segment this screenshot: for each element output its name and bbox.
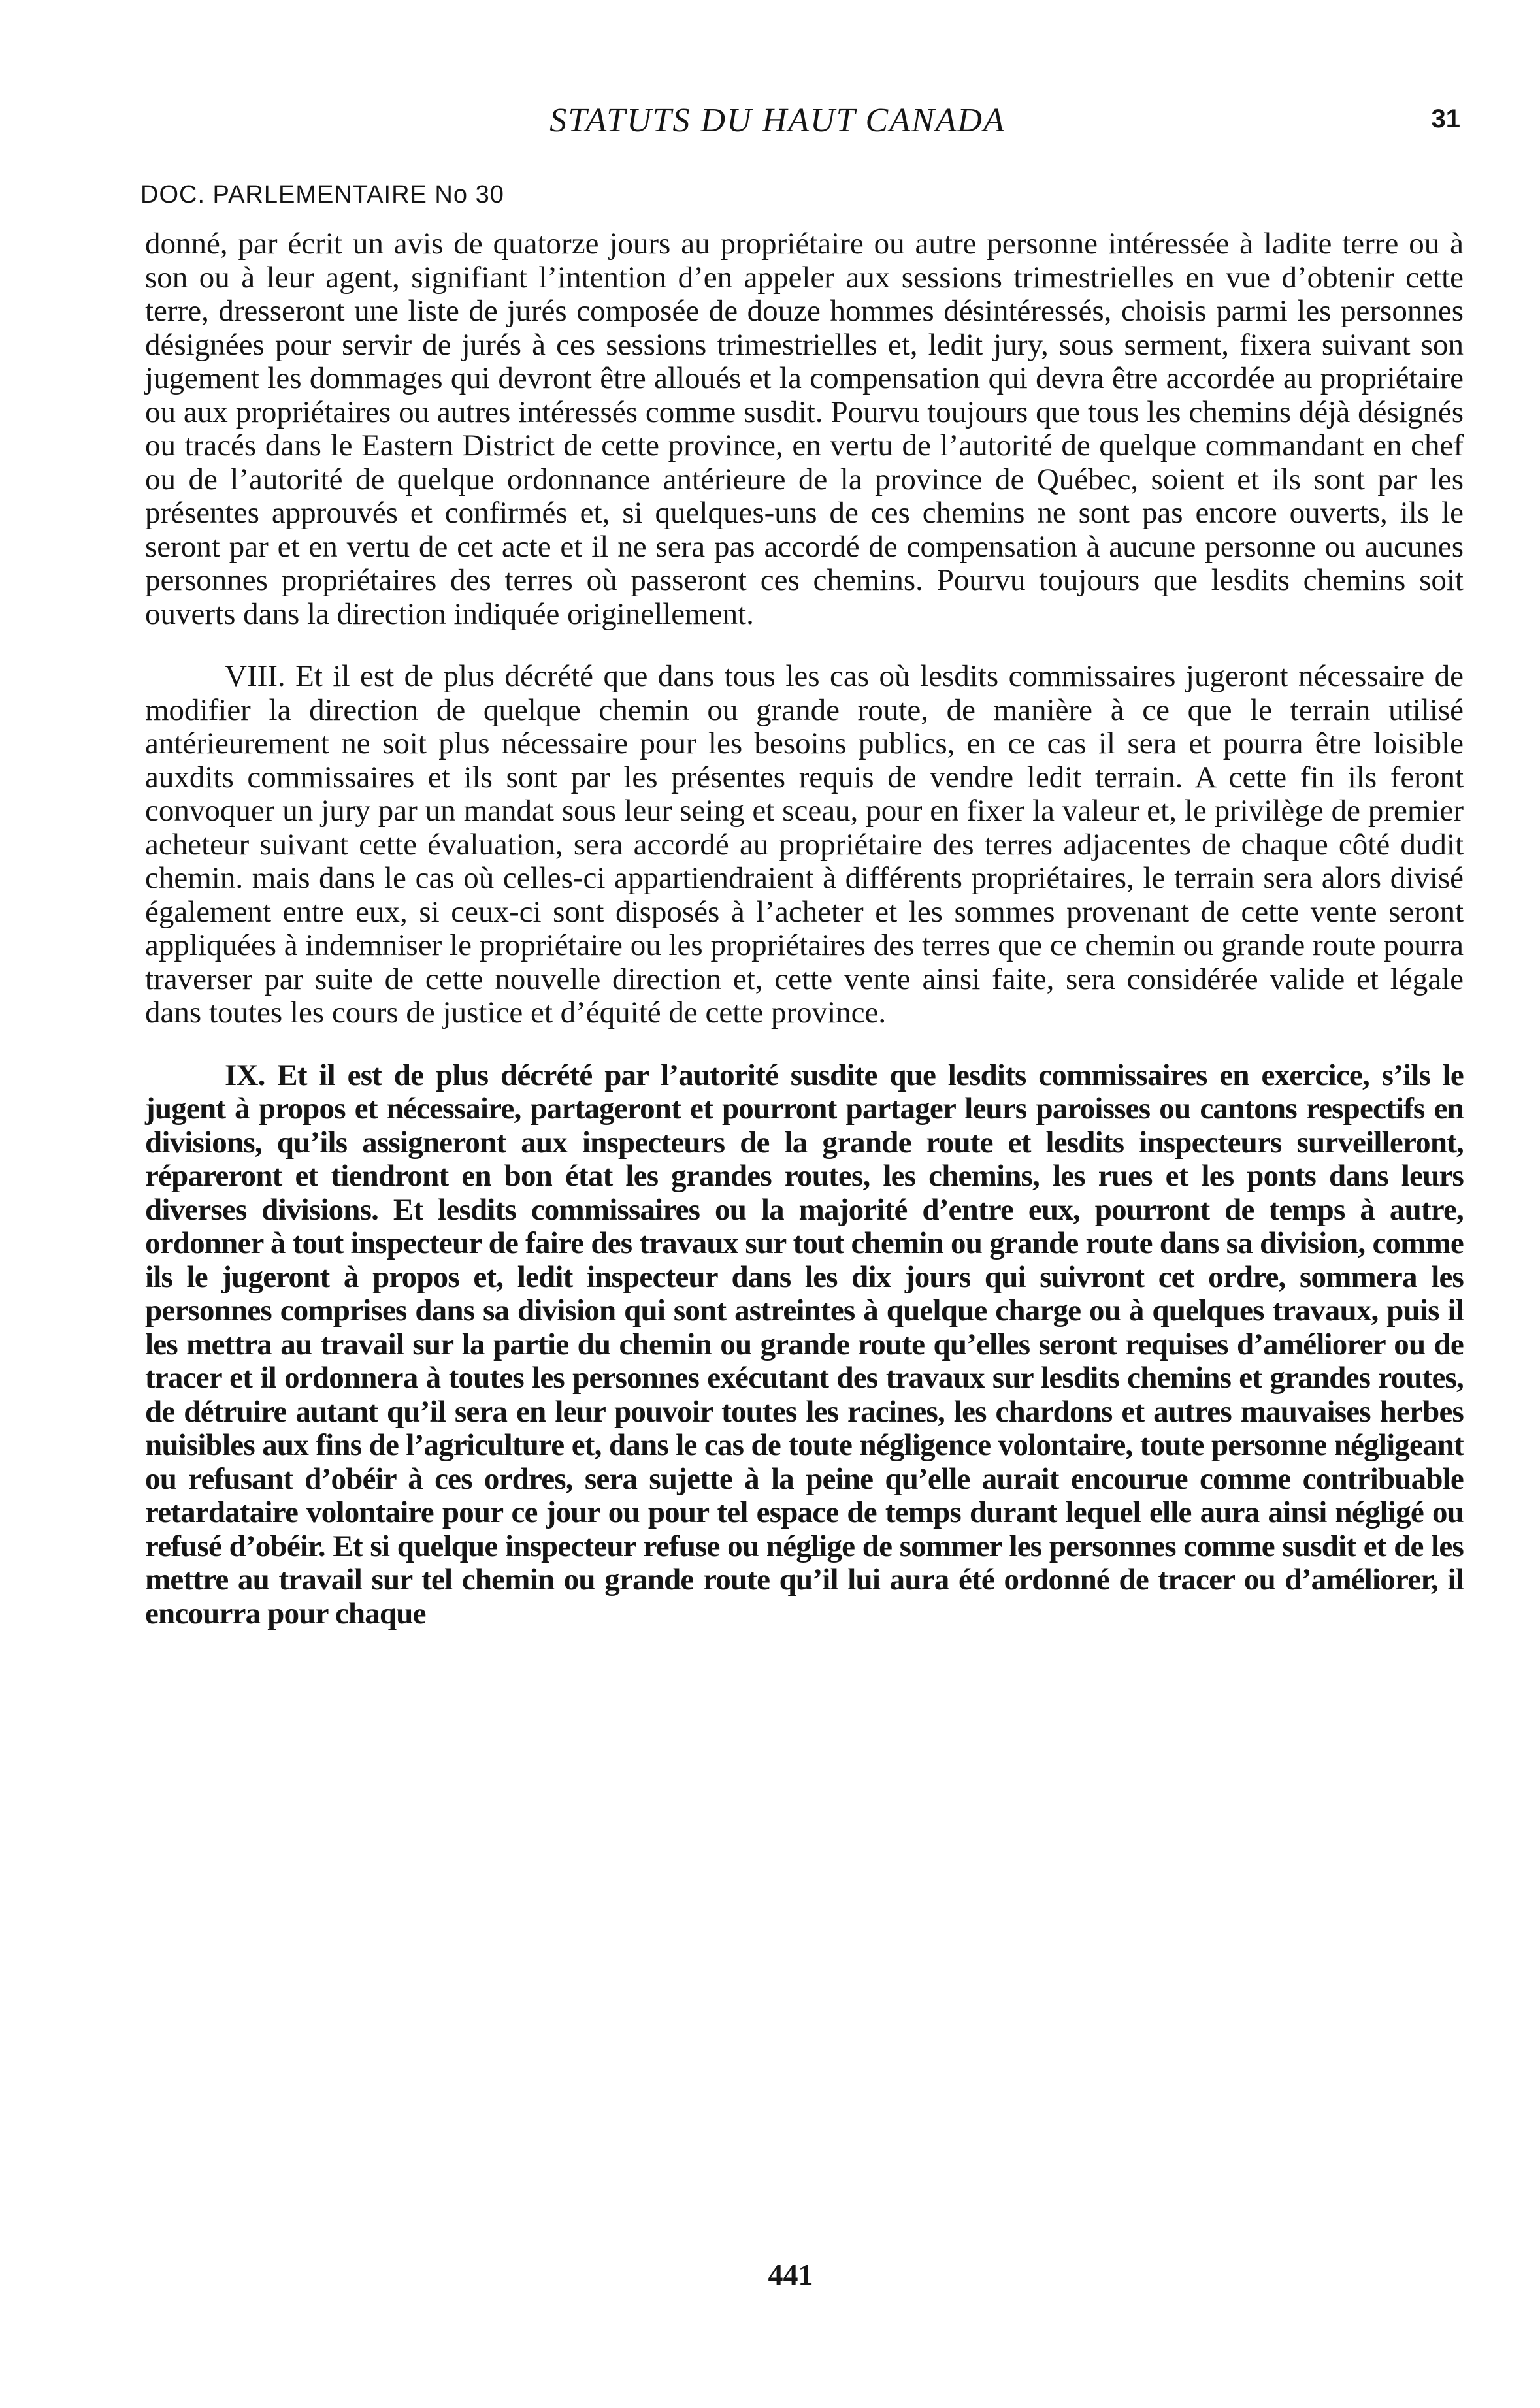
body-text bbox=[145, 227, 1464, 1631]
page-number-top: 31 bbox=[1431, 105, 1460, 133]
running-title: STATUTS DU HAUT CANADA bbox=[549, 102, 1006, 139]
paragraph-continued: donné, par écrit un avis de quatorze jours au propriétaire ou autre personne intéressée à ladite terre ou à son ou à leur agent, signifiant l’intention d’en appeler aux sessions trimestrielles en vue d’obtenir cette terre, dresseront une liste de jurés composée de douze hommes désintéressés, choisis parmi les personnes désignées pour servir de jurés à ces sessions trimestrielles et, ledit jury, sous serment, fixera suivant son jugement les dommages qui devront être alloués et la compensation qui devra être accordée au propriétaire ou aux propriétaires ou autres intéressés comme susdit. Pourvu toujours que tous les chemins déjà désignés ou tracés dans le Eastern District de cette province, en vertu de l’autorité de quelque commandant en chef ou de l’autorité de quelque ordonnance antérieure de la province de Québec, soient et ils sont par les présentes approuvés et confirmés et, si quelques-uns de ces chemins ne sont pas encore ouverts, ils le seront par et en vertu de cet acte et il ne sera pas accordé de compensation à aucune personne ou aucunes personnes propriétaires des terres où passeront ces chemins. Pourvu toujours que lesdits chemins soit ouverts dans la direction indiquée originellement. bbox=[145, 227, 1464, 631]
section-viii-paragraph: VIII. Et il est de plus décrété que dans tous les cas où lesdits commissaires jugeront nécessaire de modifier la direction de quelque chemin ou grande route, de manière à ce que le terrain utilisé antérieurement ne soit plus nécessaire pour les besoins publics, en ce cas il sera et pourra être loisible auxdits commissaires et ils sont par les présentes requis de vendre ledit terrain. A cette fin ils feront convoquer un jury par un mandat sous leur seing et sceau, pour en fixer la valeur et, le privilège de premier acheteur suivant cette évaluation, sera accordé au propriétaire des terres adjacentes de chaque côté dudit chemin. mais dans le cas où celles-ci appartiendraient à différents propriétaires, le terrain sera alors divisé également entre eux, si ceux-ci sont disposés à l’acheter et les sommes provenant de cette vente seront appliquées à indemniser le propriétaire ou les propriétaires des terres que ce chemin ou grande route pourra traverser par suite de cette nouvelle direction et, cette vente ainsi faite, sera considérée valide et légale dans toutes les cours de justice et d’équité de cette province. bbox=[145, 659, 1464, 1030]
document-reference: DOC. PARLEMENTAIRE No 30 bbox=[140, 181, 504, 208]
section-ix-paragraph: IX. Et il est de plus décrété par l’autorité susdite que lesdits commissaires en exercice, s’ils le jugent à propos et nécessaire, partageront et pourront partager leurs paroisses ou cantons respectifs en divisions, qu’ils assigneront aux inspecteurs de la grande route et lesdits inspecteurs surveilleront, répareront et tiendront en bon état les grandes routes, les chemins, les rues et les ponts dans leurs diverses divisions. Et lesdits commissaires ou la majorité d’entre eux, pourront de temps à autre, ordonner à tout inspecteur de faire des travaux sur tout chemin ou grande route dans sa division, comme ils le jugeront à propos et, ledit inspecteur dans les dix jours qui suivront cet ordre, sommera les personnes comprises dans sa division qui sont astreintes à quelque charge ou à quelques travaux, puis il les mettra au travail sur la partie du chemin ou grande route qu’elles seront requises d’améliorer ou de tracer et il ordonnera à toutes les personnes exécutant des travaux sur lesdits chemins et grandes routes, de détruire autant qu’il sera en leur pouvoir toutes les racines, les chardons et autres mauvaises herbes nuisibles aux fins de l’agriculture et, dans le cas de toute négligence volontaire, toute personne négligeant ou refusant d’obéir à ces ordres, sera sujette à la peine qu’elle aurait encourue comme contribuable retardataire volontaire pour ce jour ou pour tel espace de temps durant lequel elle aura ainsi négligé ou refusé d’obéir. Et si quelque inspecteur refuse ou néglige de sommer les personnes comme susdit et de les mettre au travail sur tel chemin ou grande route qu’il lui aura été ordonné de tracer ou d’améliorer, il encourra pour chaque bbox=[145, 1058, 1464, 1631]
page-number-bottom: 441 bbox=[768, 2258, 813, 2291]
